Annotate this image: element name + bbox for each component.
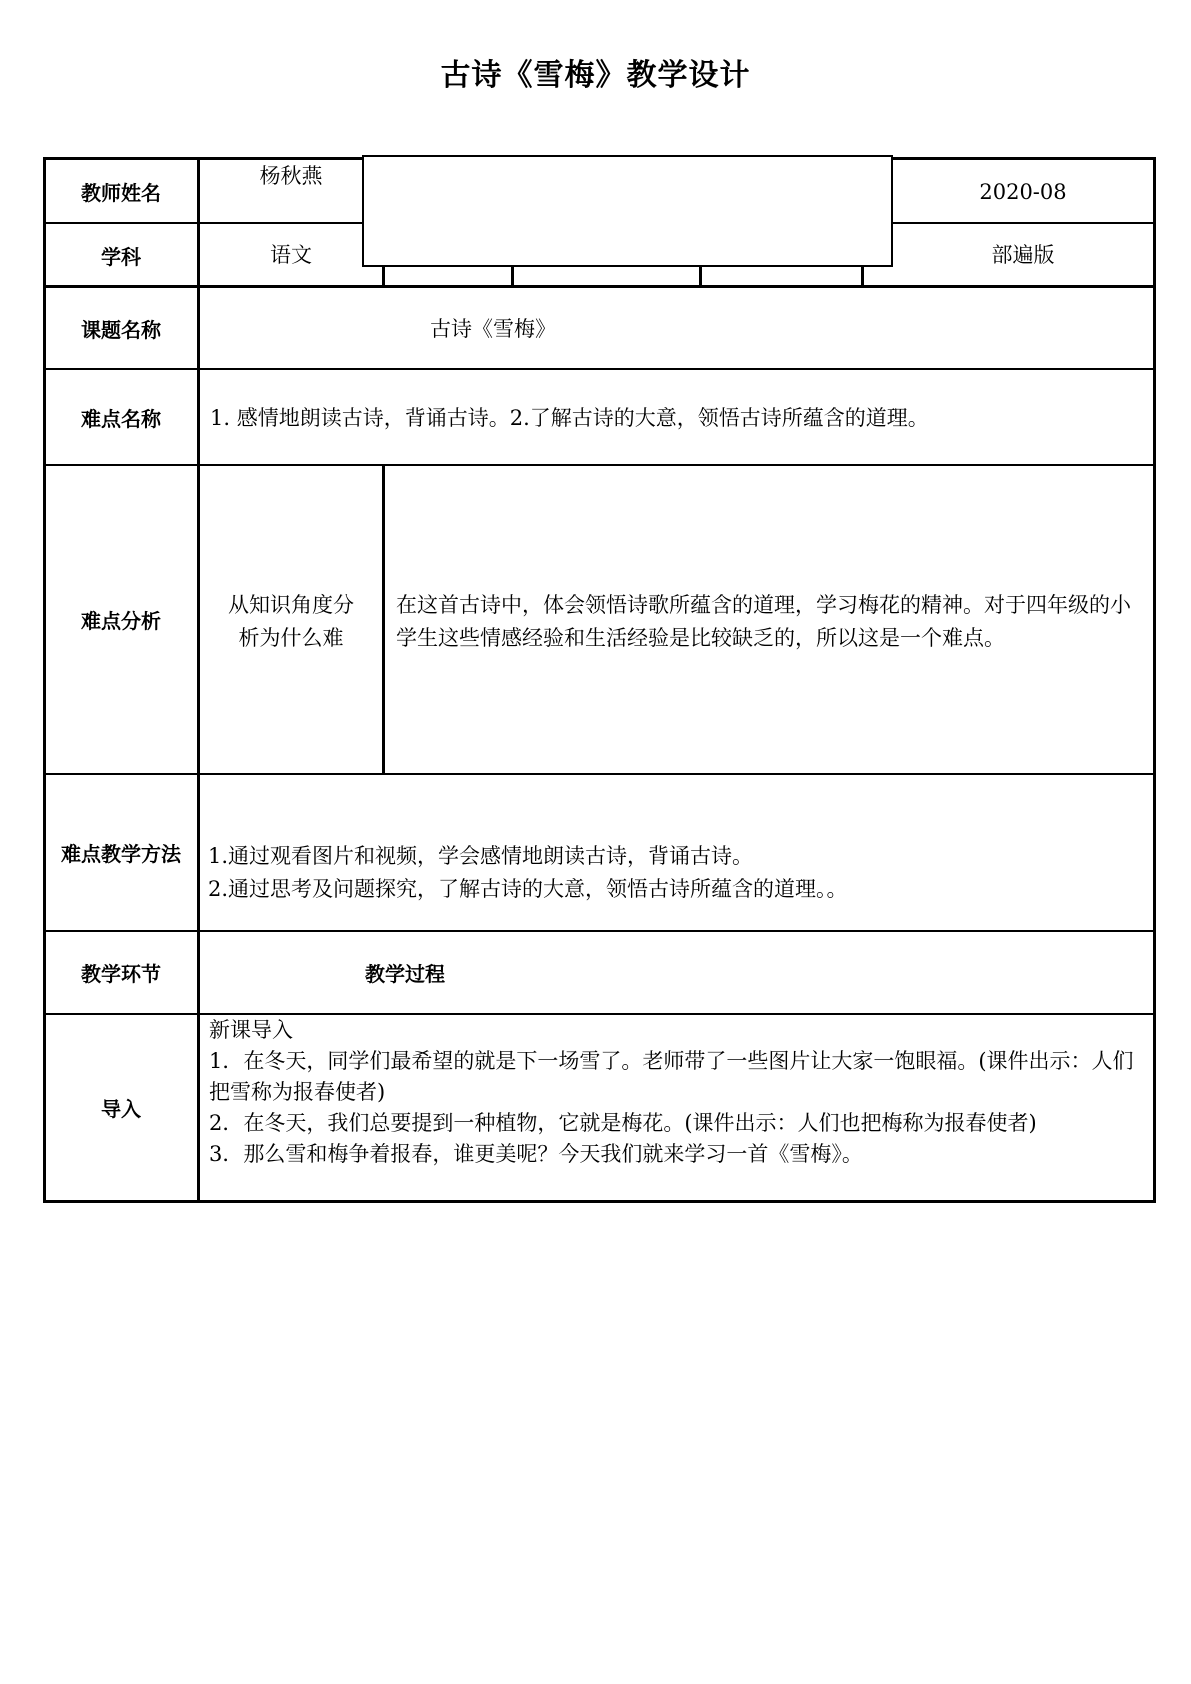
analysis-sub-label-line1: 从知识角度分 (228, 593, 354, 617)
analysis-value: 在这首古诗中，体会领悟诗歌所蕴含的道理，学习梅花的精神。对于四年级的小学生这些情感经验和生活经验是比较缺乏的，所以这是一个难点。 (396, 593, 1131, 650)
teacher-name-value: 杨秋燕 (259, 164, 323, 188)
subject-value: 语文 (270, 243, 312, 267)
difficulty-label: 难点名称 (81, 406, 161, 431)
intro-label: 导入 (101, 1097, 141, 1121)
method-line-2: 2.通过思考及问题探究，了解古诗的大意，领悟古诗所蕴含的道理。。 (208, 877, 848, 901)
method-label: 难点教学方法 (61, 842, 181, 866)
process-header-value: 教学过程 (365, 962, 445, 986)
analysis-sub-label (199, 589, 383, 655)
method-line-1: 1.通过观看图片和视频，学会感情地朗读古诗，背诵古诗。 (208, 844, 754, 868)
intro-content (209, 1015, 1149, 1170)
topic-value: 古诗《雪梅》 (430, 317, 556, 341)
document-title: 古诗《雪梅》教学设计 (440, 58, 751, 93)
subject-label: 学科 (101, 244, 141, 269)
method-value (208, 840, 1148, 906)
topic-label: 课题名称 (81, 317, 161, 342)
intro-item-2: 2．在冬天，我们总要提到一种植物，它就是梅花。(课件出示：人们也把梅称为报春使者) (209, 1111, 1037, 1135)
intro-item-3: 3．那么雪和梅争着报春，谁更美呢？今天我们就来学习一首《雪梅》。 (209, 1142, 863, 1166)
blank-overlay-box (362, 155, 893, 267)
analysis-sub-label-line2: 析为什么难 (238, 626, 344, 650)
intro-item-1: 1．在冬天，同学们最希望的就是下一场雪了。老师带了一些图片让大家一饱眼福。(课件出示：人们把雪称为报春使者) (209, 1049, 1134, 1104)
edition-value: 部遍版 (991, 243, 1055, 267)
analysis-label: 难点分析 (81, 609, 161, 633)
intro-heading: 新课导入 (209, 1018, 293, 1042)
teacher-name-label: 教师姓名 (81, 180, 161, 205)
difficulty-value: 1. 感情地朗读古诗，背诵古诗。2.了解古诗的大意，领悟古诗所蕴含的道理。 (210, 406, 929, 430)
process-step-label: 教学环节 (81, 962, 161, 986)
date-value: 2020-08 (979, 180, 1067, 204)
